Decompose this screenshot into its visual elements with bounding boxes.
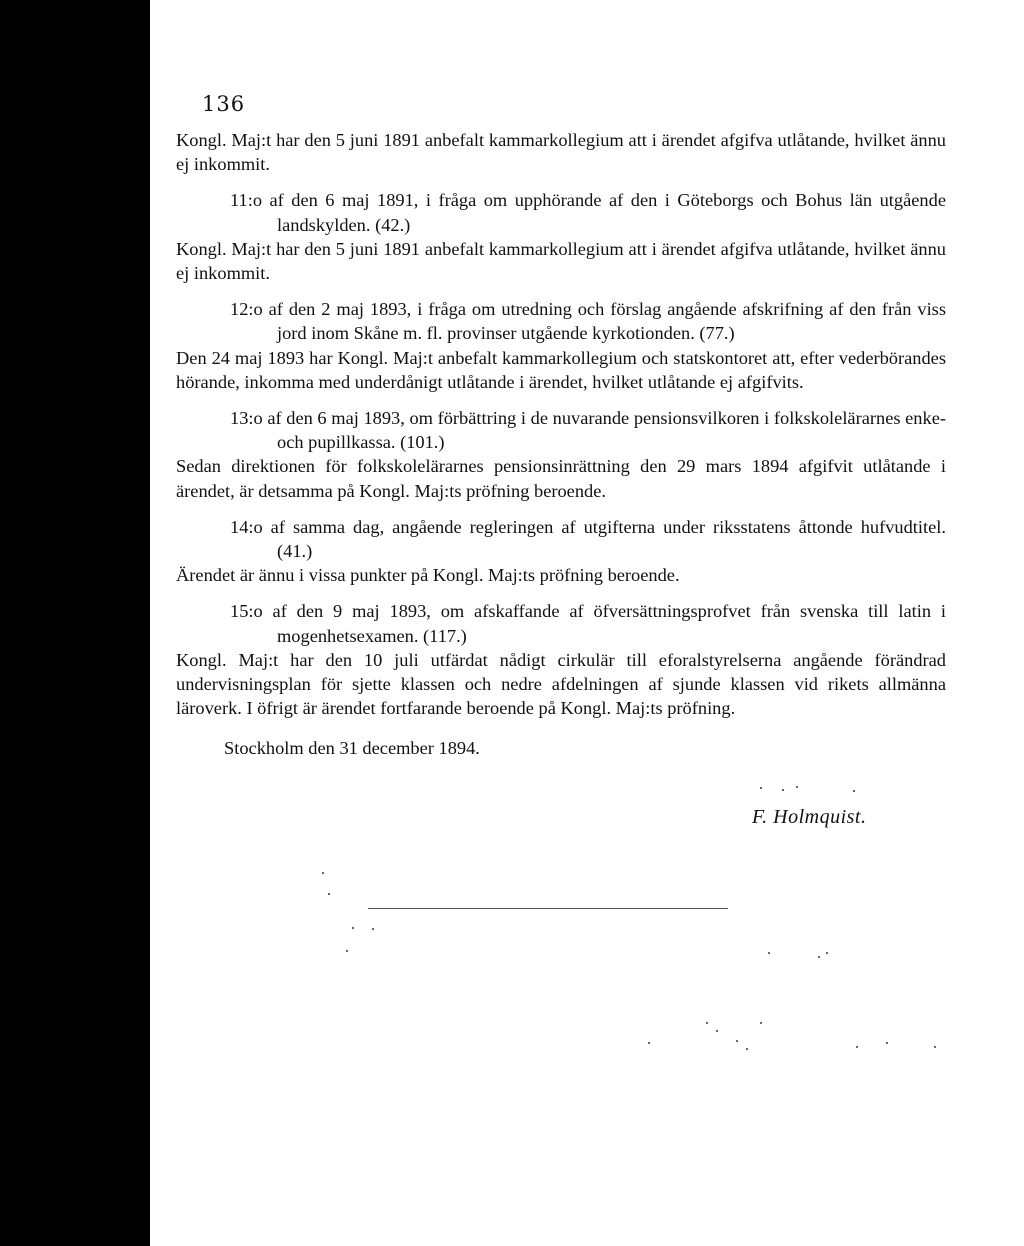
item-13: 13:o af den 6 maj 1893, om förbättring i de nuvarande pensionsvilkoren i folkskolelärarnes enke- och pupillkassa. (101.)	[230, 408, 946, 453]
paragraph-result: Kongl. Maj:t har den 10 juli utfärdat nådigt cirkulär till eforalstyrelserna angående förändrad undervisningsplan för sjette klassen och nedre afdelningen af sjunde klassen vid rikets allmänna läroverk. I öfrigt är ärendet fortfarande beroende på Kongl. Maj:ts pröfning.	[176, 649, 946, 719]
item-14: 14:o af samma dag, angående regleringen af utgifterna under riksstatens åttonde hufvudtitel. (41.)	[230, 516, 946, 562]
paragraph-result: Ärendet är ännu i vissa punkter på Kongl. Maj:ts pröfning beroende.	[176, 565, 680, 586]
place-date: Stockholm den 31 december 1894.	[224, 738, 480, 759]
paragraph-result: Kongl. Maj:t har den 5 juni 1891 anbefalt kammarkollegium att i ärendet afgifva utlåtande, hvilket ännu ej inkommit.	[176, 130, 946, 175]
paragraph-result: Sedan direktionen för folkskolelärarnes pensionsinrättning den 29 mars 1894 afgifvit utlåtande i ärendet, är detsamma på Kongl. Maj:ts pröfning beroende.	[176, 456, 946, 501]
paragraph-result: Den 24 maj 1893 har Kongl. Maj:t anbefalt kammarkollegium och statskontoret att, efter vederbörandes hörande, inkomma med underdånigt utlåtande i ärendet, hvilket utlåtande ej afgifvits.	[176, 347, 946, 392]
page-number: 136	[202, 92, 246, 116]
item-12: 12:o af den 2 maj 1893, i fråga om utredning och förslag angående afskrifning af den från viss jord inom Skåne m. fl. provinser utgående kyrkotionden. (77.)	[230, 299, 946, 344]
paragraph-result: Kongl. Maj:t har den 5 juni 1891 anbefalt kammarkollegium att i ärendet afgifva utlåtande, hvilket ännu ej inkommit.	[176, 238, 946, 284]
signature: F. Holmquist.	[752, 806, 867, 828]
item-15: 15:o af den 9 maj 1893, om afskaffande af öfversättningsprofvet från svenska till latin i mogenhetsexamen. (117.)	[230, 601, 946, 646]
item-11: 11:o af den 6 maj 1891, i fråga om upphörande af den i Göteborgs och Bohus län utgående landskylden. (42.)	[230, 190, 946, 235]
